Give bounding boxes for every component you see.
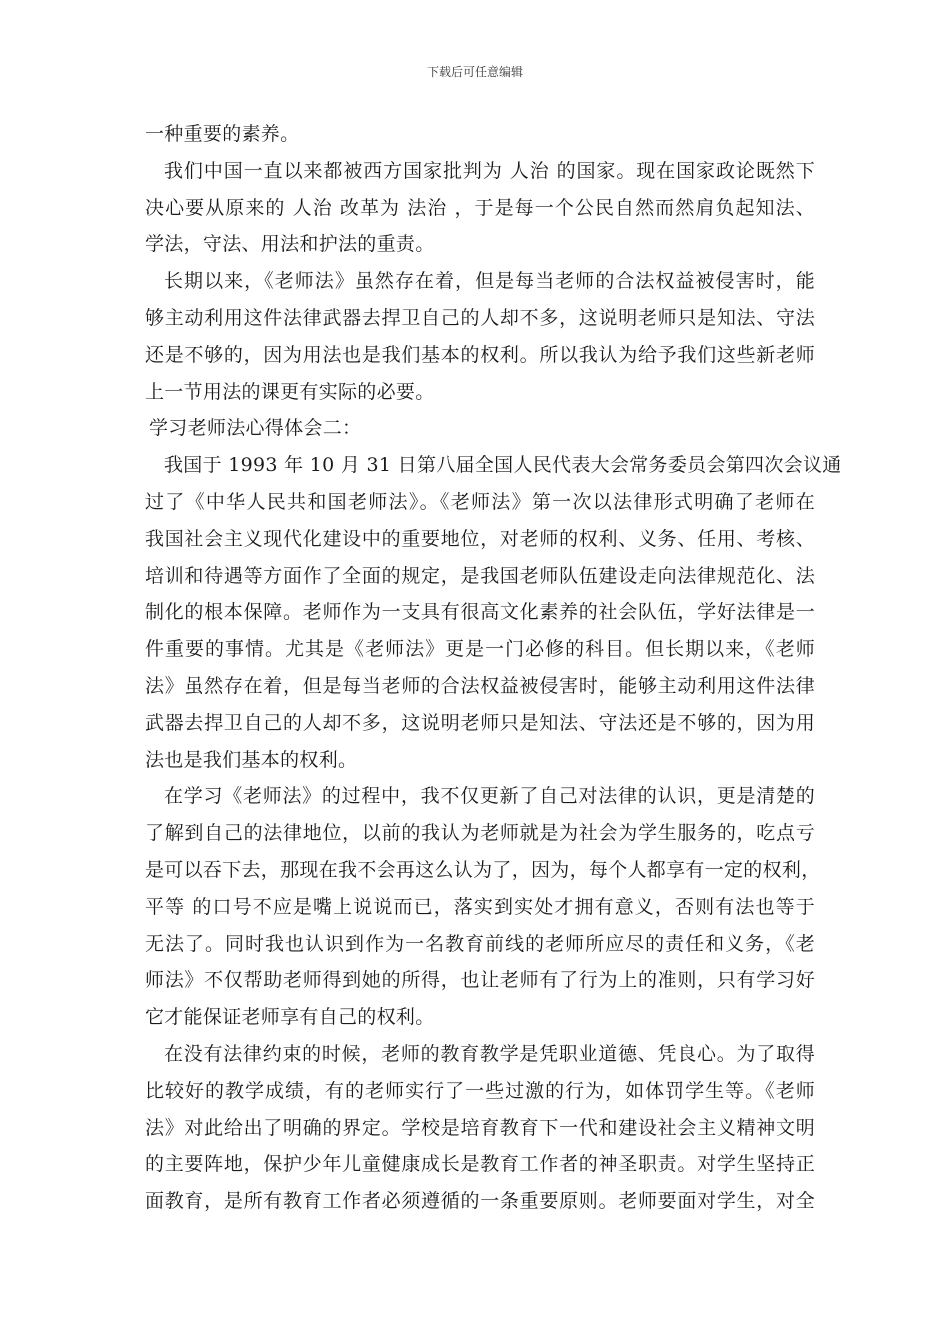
- text-line: 平等 的口号不应是嘴上说说而已，落实到实处才拥有意义，否则有法也等于: [145, 895, 815, 918]
- text-line: 法也是我们基本的权利。: [145, 748, 358, 771]
- text-line: 在没有法律约束的时候，老师的教育教学是凭职业道德、凭良心。为了取得: [164, 1042, 815, 1065]
- text-line: 武器去捍卫自己的人却不多，这说明老师只是知法、守法还是不够的，因为用: [145, 711, 815, 734]
- text-line: 学法，守法、用法和护法的重责。: [145, 233, 435, 256]
- text-line: 了解到自己的法律地位，以前的我认为老师就是为社会为学生服务的，吃点亏: [145, 822, 815, 845]
- text-line: 过了《中华人民共和国老师法》。《老师法》第一次以法律形式明确了老师在: [145, 490, 815, 513]
- text-line: 无法了。同时我也认识到作为一名教育前线的老师所应尽的责任和义务，《老: [145, 932, 815, 955]
- text-line: 长期以来，《老师法》虽然存在着，但是每当老师的合法权益被侵害时，能: [164, 270, 815, 293]
- text-line: 我国于 1993 年 10 月 31 日第八届全国人民代表大会常务委员会第四次会议通: [164, 454, 842, 477]
- text-line: 法》对此给出了明确的界定。学校是培育教育下一代和建设社会主义精神文明: [145, 1116, 815, 1139]
- text-line: 我国社会主义现代化建设中的重要地位，对老师的权利、义务、任用、考核、: [145, 527, 815, 550]
- page-header: 下载后可任意编辑: [426, 65, 523, 79]
- text-line: 师法》不仅帮助老师得到她的所得，也让老师有了行为上的准则，只有学习好: [145, 969, 815, 992]
- text-line: 的主要阵地，保护少年儿童健康成长是教育工作者的神圣职责。对学生坚持正: [145, 1153, 815, 1176]
- text-line: 一种重要的素养。: [145, 123, 300, 145]
- text-line: 比较好的教学成绩，有的老师实行了一些过激的行为，如体罚学生等。《老师: [145, 1079, 815, 1102]
- text-line: 制化的根本保障。老师作为一支具有很高文化素养的社会队伍，学好法律是一: [145, 601, 815, 624]
- text-line: 够主动利用这件法律武器去捍卫自己的人却不多，这说明老师只是知法、守法: [145, 306, 815, 329]
- text-line: 面教育，是所有教育工作者必须遵循的一条重要原则。老师要面对学生，对全: [145, 1190, 815, 1213]
- text-line: 在学习《老师法》的过程中，我不仅更新了自己对法律的认识，更是清楚的: [164, 785, 815, 808]
- text-line: 是可以吞下去，那现在我不会再这么认为了，因为，每个人都享有一定的权利，: [145, 858, 821, 881]
- document-body: [145, 116, 842, 1220]
- text-line: 还是不够的，因为用法也是我们基本的权利。所以我认为给予我们这些新老师: [145, 343, 815, 366]
- text-line: 它才能保证老师享有自己的权利。: [145, 1006, 435, 1029]
- text-line: 决心要从原来的 人治 改革为 法治 ，于是每一个公民自然而然肩负起知法、: [145, 196, 815, 219]
- text-line: 培训和待遇等方面作了全面的规定，是我国老师队伍建设走向法律规范化、法: [145, 564, 815, 587]
- text-line: 学习老师法心得体会二：: [149, 417, 362, 440]
- text-line: 上一节用法的课更有实际的必要。: [145, 380, 435, 403]
- text-line: 件重要的事情。尤其是《老师法》更是一门必修的科目。但长期以来，《老师: [145, 638, 815, 661]
- text-line: 法》虽然存在着，但是每当老师的合法权益被侵害时，能够主动利用这件法律: [145, 674, 815, 697]
- text-line: 我们中国一直以来都被西方国家批判为 人治 的国家。现在国家政论既然下: [164, 159, 815, 182]
